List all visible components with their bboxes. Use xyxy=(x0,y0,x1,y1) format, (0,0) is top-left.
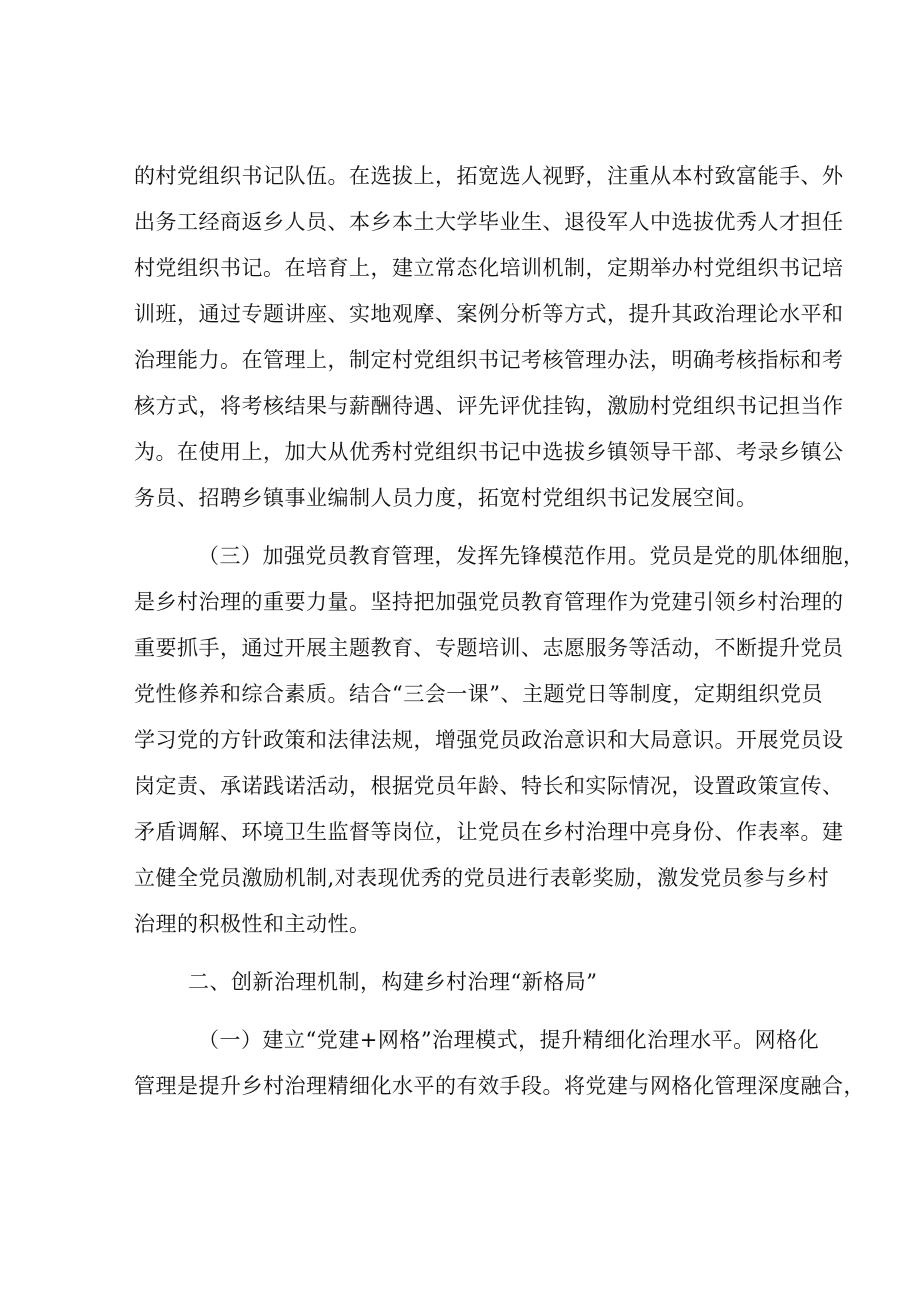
section-heading: 二、创新治理机制，构建乡村治理“新格局” xyxy=(188,970,598,994)
paragraph-1-line-2: 出务工经商返乡人员、本乡本土大学毕业生、退役军人中选拔优秀人才担任 xyxy=(134,210,844,234)
paragraph-2-line-3: 重要抓手，通过开展主题教育、专题培训、志愿服务等活动，不断提升党员 xyxy=(134,636,844,660)
paragraph-1-line-7: 为。在使用上，加大从优秀村党组织书记中选拔乡镇领导干部、考录乡镇公 xyxy=(134,440,844,464)
paragraph-1-line-4: 训班，通过专题讲座、实地观摩、案例分析等方式，提升其政治理论水平和 xyxy=(134,302,844,326)
paragraph-1-line-3: 村党组织书记。在培育上，建立常态化培训机制，定期举办村党组织书记培 xyxy=(134,256,844,280)
paragraph-2-line-8: 立健全党员激励机制,对表现优秀的党员进行表彰奖励，激发党员参与乡村 xyxy=(134,866,830,890)
paragraph-2-line-7: 矛盾调解、环境卫生监督等岗位，让党员在乡村治理中亮身份、作表率。建 xyxy=(134,820,844,844)
paragraph-1-line-1: 的村党组织书记队伍。在选拔上，拓宽选人视野，注重从本村致富能手、外 xyxy=(134,164,844,188)
paragraph-1-line-8: 务员、招聘乡镇事业编制人员力度，拓宽村党组织书记发展空间。 xyxy=(134,486,758,510)
paragraph-3-line-1: （一）建立“党建+网格”治理模式，提升精细化治理水平。网格化 xyxy=(198,1028,820,1052)
paragraph-3-line-2: 管理是提升乡村治理精细化水平的有效手段。将党建与网格化管理深度融合， xyxy=(134,1074,865,1098)
paragraph-1-line-5: 治理能力。在管理上，制定村党组织书记考核管理办法，明确考核指标和考 xyxy=(134,348,844,372)
paragraph-2-line-9: 治理的积极性和主动性。 xyxy=(134,912,371,936)
paragraph-2-line-4: 党性修养和综合素质。结合“三会一课”、主题党日等制度，定期组织党员 xyxy=(134,682,823,706)
paragraph-2-line-1: （三）加强党员教育管理，发挥先锋模范作用。党员是党的肌体细胞， xyxy=(198,544,865,568)
paragraph-1-line-6: 核方式，将考核结果与薪酬待遇、评先评优挂钩，激励村党组织书记担当作 xyxy=(134,394,844,418)
paragraph-2-line-2: 是乡村治理的重要力量。坚持把加强党员教育管理作为党建引领乡村治理的 xyxy=(134,590,844,614)
paragraph-2-line-5: 学习党的方针政策和法律法规，增强党员政治意识和大局意识。开展党员设 xyxy=(134,728,844,752)
paragraph-2-line-6: 岗定责、承诺践诺活动，根据党员年龄、特长和实际情况，设置政策宣传、 xyxy=(134,774,844,798)
